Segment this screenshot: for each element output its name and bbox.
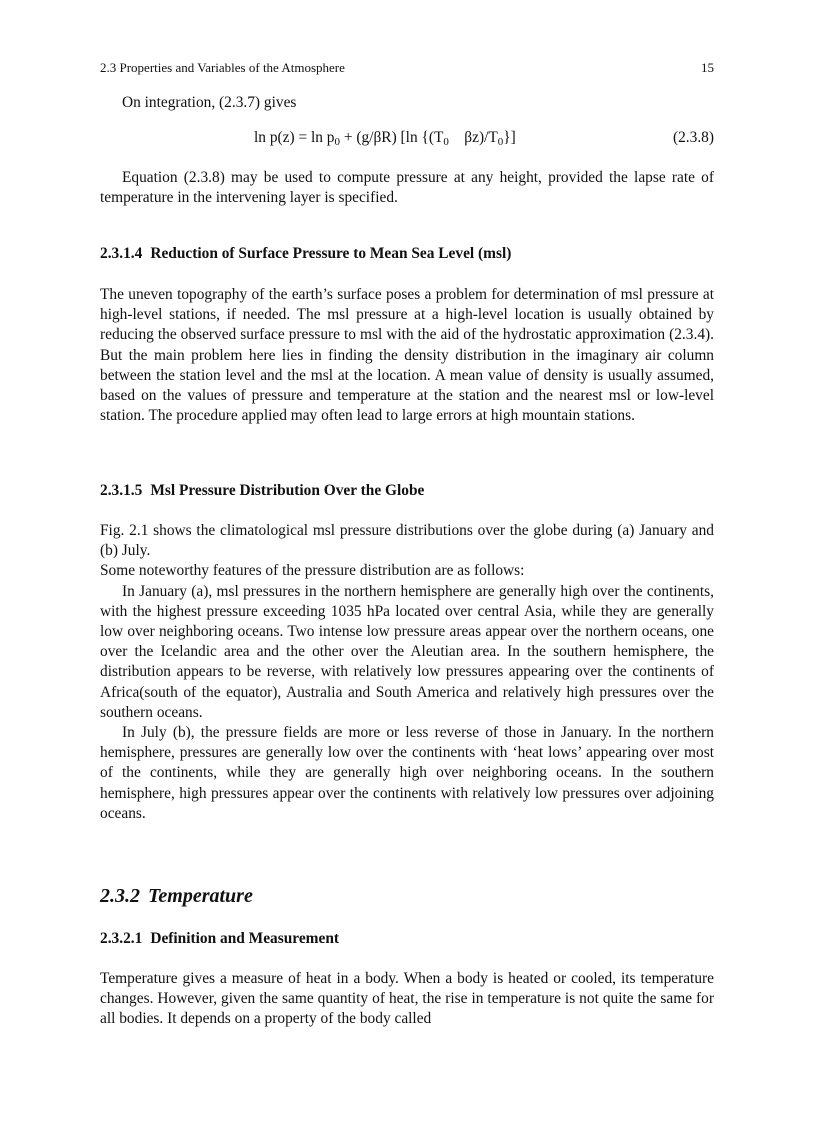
after-equation-text: Equation (2.3.8) may be used to compute pressure at any height, provided the lapse rate of temperature in the intervening layer is specified. [100,169,714,207]
heading-title: Reduction of Surface Pressure to Mean Sea Level (msl) [150,245,512,262]
paragraph: In July (b), the pressure fields are more or less reverse of those in January. In the northern hemisphere, pressures are generally low over the continents with ‘heat lows’ appearing over most of the continents, while they are generally high over neighboring oceans. In the southern hemisphere, high pressures appear over the continents with relatively low pressures over adjoining oceans. [100,724,714,822]
page-number: 15 [701,60,714,75]
equation-number: (2.3.8) [672,129,714,146]
section-2-3-1-4-body [100,285,714,426]
intro-paragraph [100,93,714,113]
heading-2-3-2-1 [100,929,339,949]
heading-number: 2.3.2 [100,885,140,907]
heading-number: 2.3.1.5 [100,482,143,499]
equation-2-3-8 [100,128,714,148]
intro-text: On integration, (2.3.7) gives [122,94,297,111]
heading-number: 2.3.1.4 [100,245,143,262]
heading-2-3-1-4 [100,244,511,264]
section-2-3-1-5-body [100,521,714,824]
running-head [100,60,714,76]
after-equation-paragraph [100,168,714,208]
paragraph: Temperature gives a measure of heat in a body. When a body is heated or cooled, its temperature changes. However, given the same quantity of heat, the rise in temperature is not quite the same for all bodies. It depends on a property of the body called [100,970,714,1028]
paragraph: In January (a), msl pressures in the northern hemisphere are generally high over the continents, with the highest pressure exceeding 1035 hPa located over central Asia, while they are generally low over neighboring oceans. Two intense low pressure areas appear over the northern oceans, one over the Icelandic area and the other over the Aleutian area. In the southern hemisphere, the distribution appears to be reverse, with relatively low pressures appearing over the continents of Africa(south of the equator), Australia and South America and relatively high pressures over the southern oceans. [100,582,714,721]
heading-number: 2.3.2.1 [100,930,143,947]
heading-title: Definition and Measurement [150,930,339,947]
heading-title: Temperature [148,885,253,907]
heading-title: Msl Pressure Distribution Over the Globe [150,482,425,499]
heading-2-3-1-5 [100,481,424,501]
section-2-3-2-1-body [100,969,714,1030]
equation-expression: ln p(z) = ln p0 + (g/βR) [ln {(T0 βz)/T0}] [254,129,516,148]
paragraph: The uneven topography of the earth’s surface poses a problem for determination of msl pressure at high-level stations, if needed. The msl pressure at a high-level location is usually obtained by reducing the observed surface pressure to msl with the aid of the hydrostatic approximation (2.3.4). But the main problem here lies in finding the density distribution in the imaginary air column between the station level and the msl at the location. A mean value of density is usually assumed, based on the values of pressure and temperature at the station and the nearest msl or low-level station. The procedure applied may often lead to large errors at high mountain stations. [100,286,714,425]
paragraph: Some noteworthy features of the pressure distribution are as follows: [100,562,525,580]
paragraph: Fig. 2.1 shows the climatological msl pressure distributions over the globe during (a) January and (b) July. [100,522,714,560]
heading-2-3-2 [100,884,253,908]
running-head-title: 2.3 Properties and Variables of the Atmosphere [100,60,345,75]
